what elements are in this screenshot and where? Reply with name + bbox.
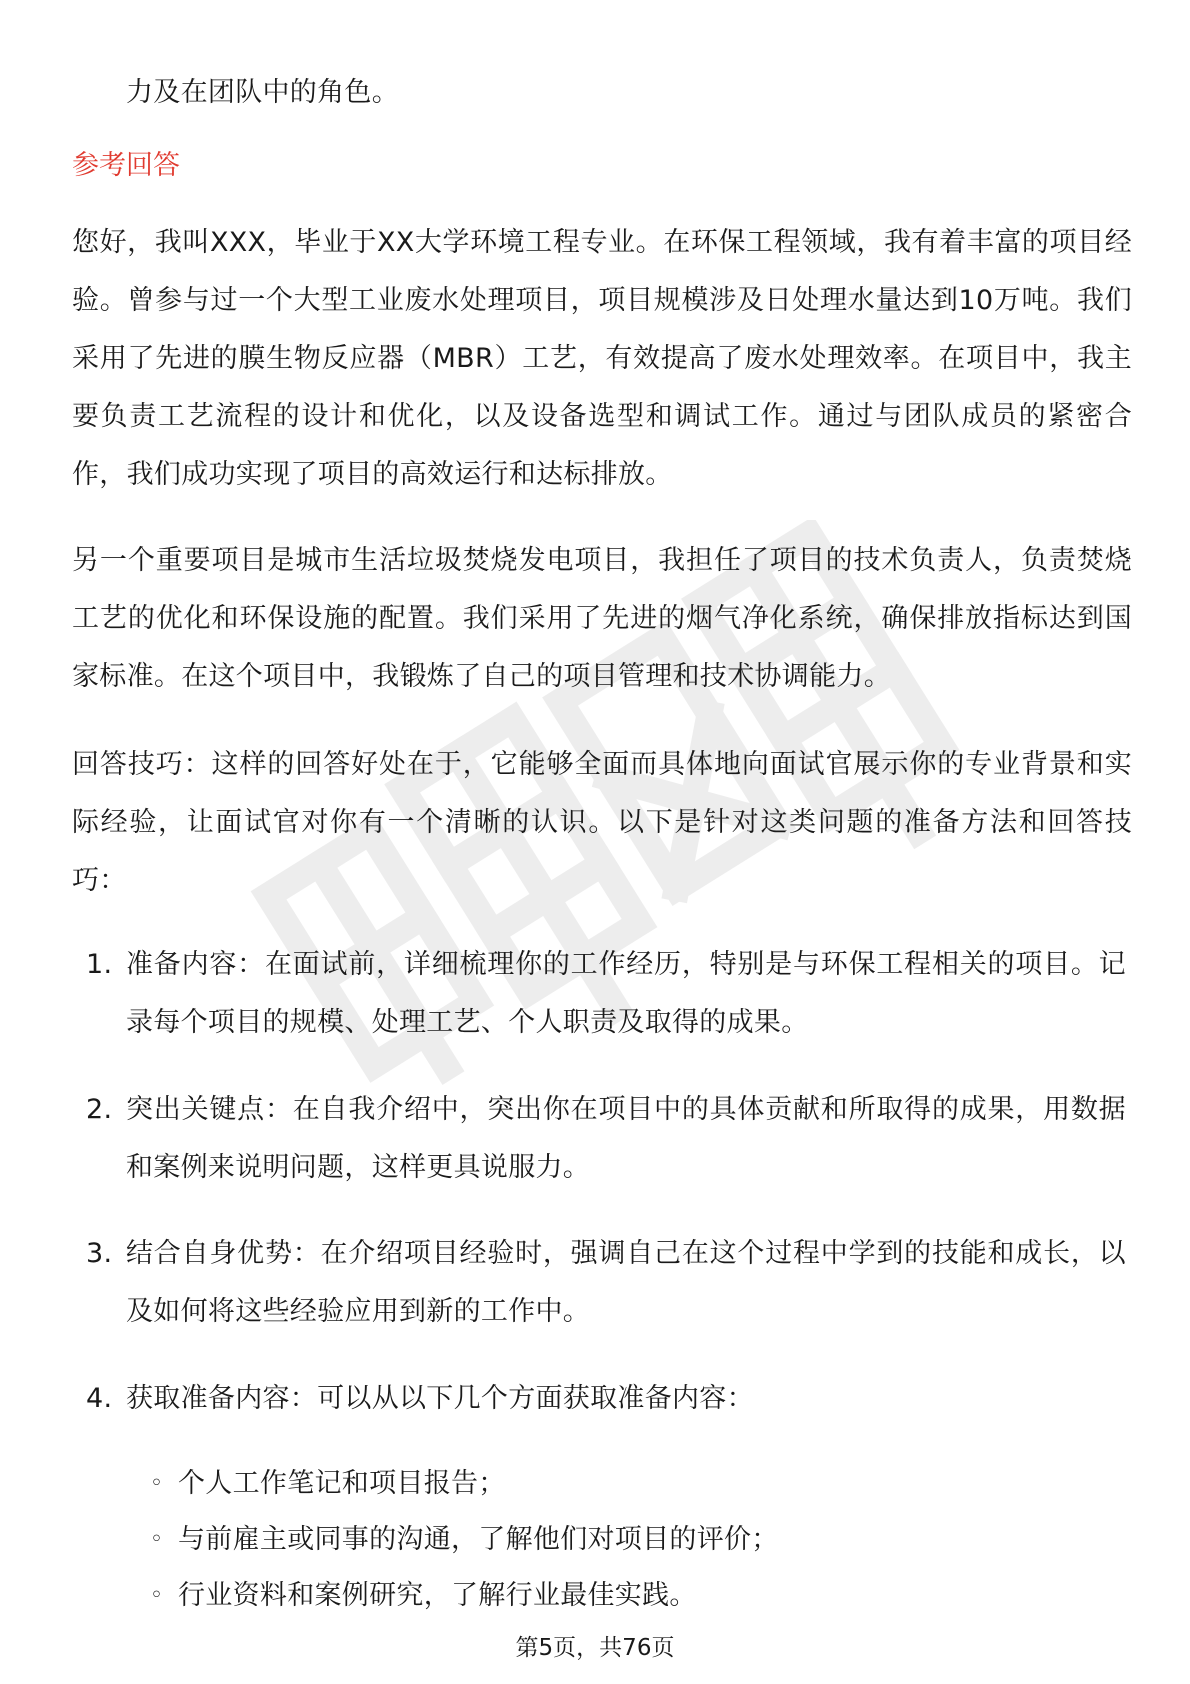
list-item-text: 准备内容：在面试前，详细梳理你的工作经历，特别是与环保工程相关的项目。记录每个项目的规模、处理工艺、个人职责及取得的成果。 (126, 949, 1126, 1038)
bullet-item (150, 1512, 1110, 1568)
list-item-text: 获取准备内容：可以从以下几个方面获取准备内容： (126, 1383, 754, 1414)
list-item-text: 突出关键点：在自我介绍中，突出你在项目中的具体贡献和所取得的成果，用数据和案例来说明问题，这样更具说服力。 (126, 1094, 1126, 1183)
hollow-bullet-icon: ◦ (150, 1583, 164, 1608)
list-item-text: 结合自身优势：在介绍项目经验时，强调自己在这个过程中学到的技能和成长，以及如何将这些经验应用到新的工作中。 (126, 1238, 1126, 1327)
answer-paragraph-2: 另一个重要项目是城市生活垃圾焚烧发电项目，我担任了项目的技术负责人，负责焚烧工艺的优化和环保设施的配置。我们采用了先进的烟气净化系统，确保排放指标达到国家标准。在这个项目中，我锻炼了自己的项目管理和技术协调能力。 (72, 545, 1132, 692)
list-item-number: 4. (86, 1383, 113, 1414)
hollow-bullet-icon: ◦ (150, 1471, 164, 1496)
bullet-item-text: 个人工作笔记和项目报告； (178, 1468, 506, 1499)
bullet-item (150, 1568, 1110, 1624)
answer-paragraph-1: 您好，我叫XXX，毕业于XX大学环境工程专业。在环保工程领域，我有着丰富的项目经验。曾参与过一个大型工业废水处理项目，项目规模涉及日处理水量达到10万吨。我们采用了先进的膜生物反应器（MBR）工艺，有效提高了废水处理效率。在项目中，我主要负责工艺流程的设计和优化，以及设备选型和调试工作。通过与团队成员的紧密合作，我们成功实现了项目的高效运行和达标排放。 (72, 227, 1132, 490)
list-item-number: 3. (86, 1238, 113, 1269)
list-item-number: 1. (86, 949, 113, 980)
list-item-number: 2. (86, 1094, 113, 1125)
bullet-item (150, 1456, 1110, 1512)
bullet-item-text: 与前雇主或同事的沟通，了解他们对项目的评价； (178, 1524, 779, 1555)
section-title: 参考回答 (72, 150, 180, 181)
bullet-item-text: 行业资料和案例研究，了解行业最佳实践。 (178, 1580, 697, 1611)
page-number-footer: 第5页，共76页 (515, 1635, 675, 1661)
continued-question-line: 力及在团队中的角色。 (126, 77, 399, 108)
hollow-bullet-icon: ◦ (150, 1527, 164, 1552)
bullet-list (150, 1456, 1110, 1624)
tips-paragraph: 回答技巧：这样的回答好处在于，它能够全面而具体地向面试官展示你的专业背景和实际经验，让面试官对你有一个清晰的认识。以下是针对这类问题的准备方法和回答技巧： (72, 749, 1132, 896)
